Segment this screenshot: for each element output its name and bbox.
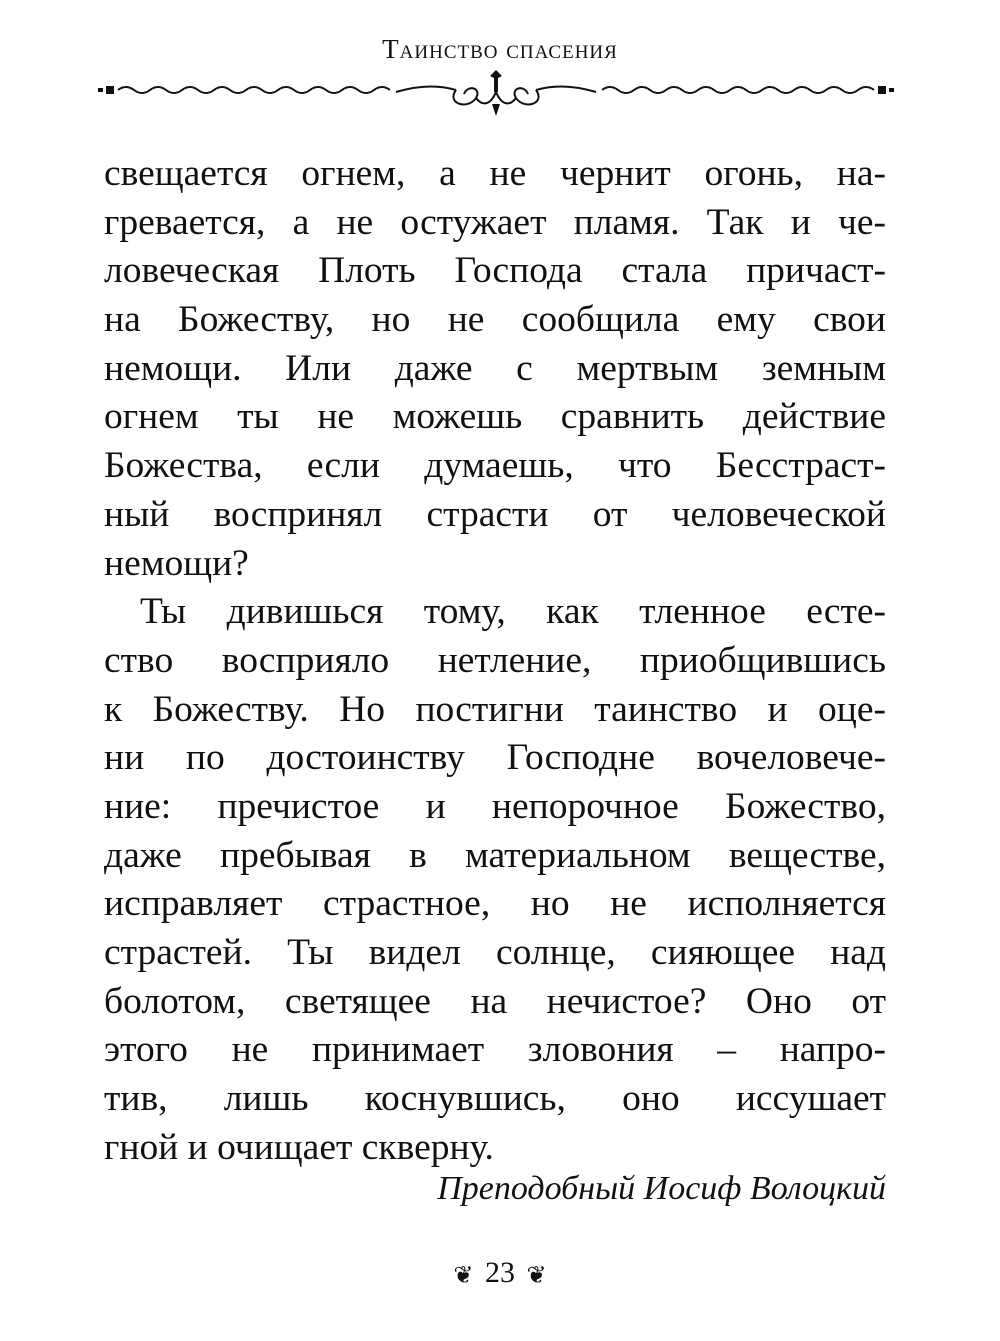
text-line: Ты дивишься тому, как тленное есте-: [140, 591, 886, 633]
page-footer: [0, 1256, 1000, 1290]
text-line: немощи?: [104, 542, 249, 584]
text-line: ни по достоинству Господне вочеловече-: [104, 737, 886, 779]
text-line: ние: пречистое и непорочное Божество,: [104, 785, 886, 827]
text-line: этого не принимает зловония – напро-: [104, 1029, 886, 1071]
text-line: Божества, если думаешь, что Бесстраст-: [104, 445, 886, 487]
fleuron-right-icon: ❦: [526, 1262, 547, 1289]
text-line: исправляет страстное, но не исполняется: [104, 883, 886, 925]
text-line: ный воспринял страсти от человеческой: [104, 493, 886, 535]
attribution: Преподобный Иосиф Волоцкий: [437, 1170, 886, 1207]
body-text: [104, 150, 886, 1172]
text-line: гной и очищает скверну.: [104, 1126, 494, 1168]
text-line: свещается огнем, а не чернит огонь, на-: [104, 153, 886, 194]
fleuron-left-icon: ❦: [453, 1262, 474, 1289]
text-line: страстей. Ты видел солнце, сияющее над: [104, 932, 886, 973]
text-line: даже пребывая в материальном веществе,: [104, 834, 886, 876]
text-line: на Божеству, но не сообщила ему свои: [104, 299, 886, 341]
paragraph-1: [104, 150, 886, 588]
vignette-ornament-icon: [96, 70, 896, 130]
text-line: болотом, светящее на нечистое? Оно от: [104, 980, 886, 1022]
text-line: к Божеству. Но постигни таинство и оце-: [104, 688, 886, 730]
text-line: гревается, а не остужает пламя. Так и че-: [104, 201, 886, 243]
text-line: тив, лишь коснувшись, оно иссушает: [104, 1078, 886, 1120]
text-line: огнем ты не можешь сравнить действие: [104, 396, 886, 438]
page-number: 23: [485, 1256, 515, 1289]
running-title: Таинство спасения: [382, 34, 618, 64]
text-line: ловеческая Плоть Господа стала причаст-: [104, 250, 886, 292]
text-line: немощи. Или даже с мертвым земным: [104, 347, 886, 389]
text-line: ство восприяло нетление, приобщившись: [104, 639, 886, 681]
paragraph-2: [104, 588, 886, 1172]
